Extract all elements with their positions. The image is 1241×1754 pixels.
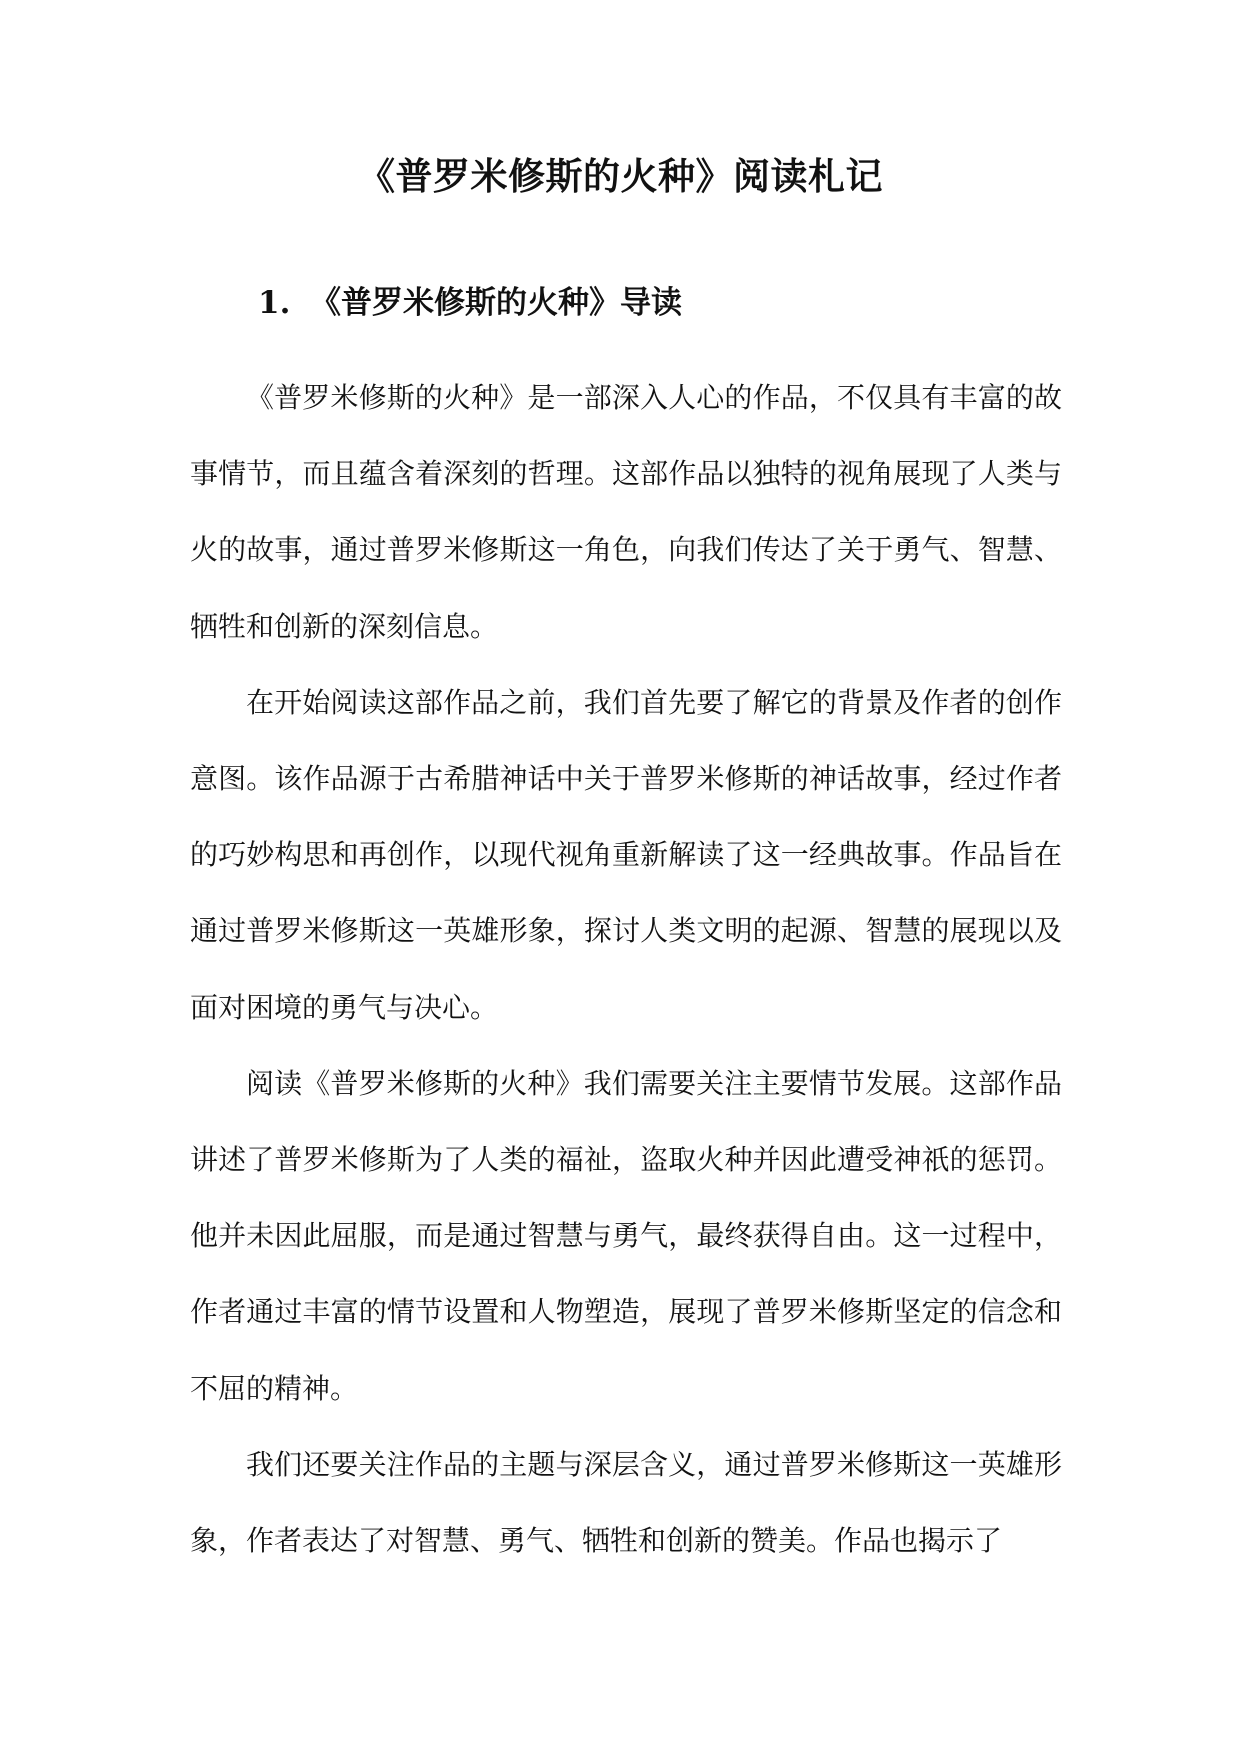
section-title: 《普罗米修斯的火种》导读 bbox=[310, 285, 682, 321]
paragraph-background: 在开始阅读这部作品之前，我们首先要了解它的背景及作者的创作意图。该作品源于古希腊神话中关于普罗米修斯的神话故事，经过作者的巧妙构思和再创作，以现代视角重新解读了这一经典故事。作品旨在通过普罗米修斯这一英雄形象，探讨人类文明的起源、智慧的展现以及面对困境的勇气与决心。 bbox=[190, 685, 1062, 1024]
section-number: 1. bbox=[258, 285, 291, 321]
paragraph-theme: 我们还要关注作品的主题与深层含义，通过普罗米修斯这一英雄形象，作者表达了对智慧、勇气、牺牲和创新的赞美。作品也揭示了 bbox=[190, 1447, 1062, 1558]
section-heading bbox=[258, 280, 682, 326]
body-text bbox=[190, 360, 1062, 1579]
paragraph-plot: 阅读《普罗米修斯的火种》我们需要关注主要情节发展。这部作品讲述了普罗米修斯为了人类的福祉，盗取火种并因此遭受神祇的惩罚。他并未因此屈服，而是通过智慧与勇气，最终获得自由。这一过程中，作者通过丰富的情节设置和人物塑造，展现了普罗米修斯坚定的信念和不屈的精神。 bbox=[190, 1066, 1062, 1405]
document-title: 《普罗米修斯的火种》阅读札记 bbox=[358, 154, 883, 198]
paragraph-intro: 《普罗米修斯的火种》是一部深入人心的作品，不仅具有丰富的故事情节，而且蕴含着深刻的哲理。这部作品以独特的视角展现了人类与火的故事，通过普罗米修斯这一角色，向我们传达了关于勇气、智慧、牺牲和创新的深刻信息。 bbox=[190, 381, 1062, 643]
